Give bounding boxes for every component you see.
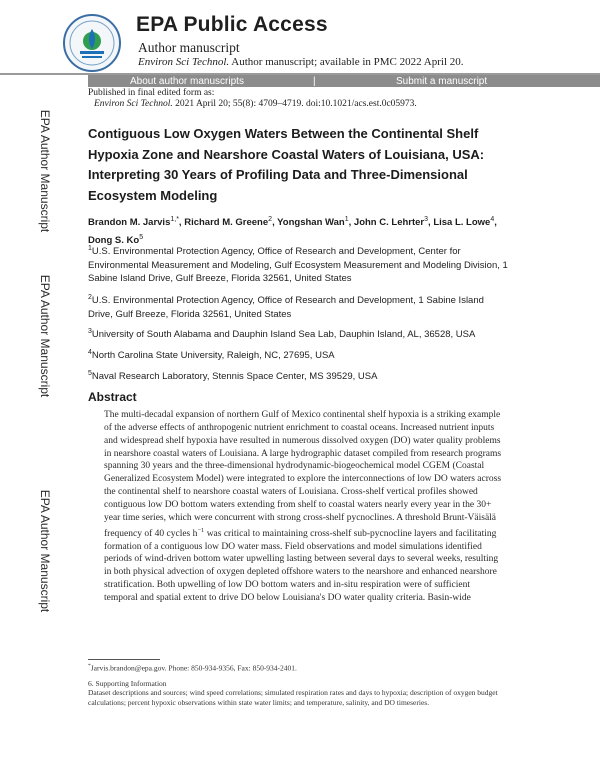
affiliation [88,242,508,286]
affiliation [88,291,508,321]
author-name: Yongshan Wan [277,217,345,229]
affiliation-text: North Carolina State University, Raleigh, NC, 27695, USA [91,350,335,362]
footnote-rule [88,659,160,660]
footnote-mark: * [88,663,91,669]
affiliation-text: U.S. Environmental Protection Agency, Office of Research and Development, 1 Sabine Island Drive, Gulf Breeze, Florida 32561, United States [88,295,484,320]
author-list: Brandon M. Jarvis$^{1,*}$, Richard M. Greene$^2$, Yongshan Wan$^1$, John C. Lehrter$^3$, Lisa L. Lowe$^4$, Dong S. Ko$^5$ [88,216,497,247]
side-watermark: EPA Author Manuscript [38,489,52,613]
author-name: Lisa L. Lowe [433,217,491,229]
article-title: Contiguous Low Oxygen Waters Between the Continental Shelf Hypoxia Zone and Nearshore Coastal Waters of Louisiana, USA: Interpreting 30 Years of Profiling Data and Three-Dimensional Ecosystem Modeling [88,126,485,203]
about-author-manuscripts-link[interactable]: About author manuscripts [130,76,244,87]
side-watermark: EPA Author Manuscript [38,109,52,233]
abstract-superscript: −1 [197,526,205,534]
epa-logo [62,13,122,73]
affiliation [88,325,508,342]
header-journal: Environ Sci Technol. [138,56,230,68]
header-subtitle: Author manuscript [138,40,240,55]
header-citation [138,56,464,68]
author-name: Richard M. Greene [184,217,269,229]
affiliation [88,367,508,384]
affiliation-text: University of South Alabama and Dauphin Island Sea Lab, Dauphin Island, AL, 36528, USA [91,329,476,341]
affiliation-number: 1 [88,245,92,252]
affiliation-number: 2 [88,294,92,301]
corresponding-author-contact: Jarvis.brandon@epa.gov. Phone: 850-934-9356, Fax: 850-934-2401. [90,663,297,673]
affiliation-text: Naval Research Laboratory, Stennis Space Center, MS 39529, USA [91,371,378,383]
published-journal: Environ Sci Technol. [94,99,173,109]
abstract-text: was critical to maintaining cross-shelf sub-pycnocline layers and facilitating formation of a contiguous low DO water mass. Field observations and model simulations identified periods of wind-driven bottom water upwelling lasting between several days to several weeks, resulting in both physical advection of oxygen depleted offshore waters to the nearshore and enhanced nearshore stratification. Both upwelling of low DO bottom waters and in-situ respiration were of sufficient temporal and spatial extent to drive DO below Louisiana's DO water quality criteria. Basin-wide [104,528,499,603]
side-watermark: EPA Author Manuscript [38,274,52,398]
published-details: 2021 April 20; 55(8): 4709–4719. doi:10.1021/acs.est.0c05973. [172,99,417,109]
supporting-info-text: Dataset descriptions and sources; wind speed correlations; simulated respiration rates and days to hypoxia; description of oxygen budget calculations; percent hypoxic observations within state water limits; and temperature, salinity, and DO timeseries. [88,688,498,707]
author-affiliation-mark: 1 [344,216,349,223]
affiliation-number: 5 [88,370,92,377]
abstract-body [104,409,506,605]
author-affiliation-mark: 1,* [170,216,179,223]
author-affiliation-mark: 3 [424,216,429,223]
affiliation-number: 3 [88,328,92,335]
author-affiliation-mark: 2 [268,216,273,223]
corresponding-author-footnote [88,663,297,673]
header-title: EPA Public Access [136,13,328,36]
submit-manuscript-link[interactable]: Submit a manuscript [396,76,488,87]
supporting-info-heading: 6. Supporting Information [88,679,167,688]
published-citation [94,99,417,109]
abstract-text: The multi-decadal expansion of northern Gulf of Mexico continental shelf hypoxia is a striking example of the adverse effects of anthropogenic nutrient enrichment to coastal oceans. Increased nutrient inputs and widespread shelf hypoxia have resulted in numerous dissolved oxygen (DO) water quality problems in nearshore coastal waters of Louisiana. A large hydrographic dataset compiled from research programs spanning 30 years and the three-dimensional hydrodynamic-biogeochemical model CGEM (Coastal Generalized Ecosystem Model) were integrated to explore the interconnections of low DO waters across the continental shelf to nearshore coastal waters of Louisiana. Cross-shelf vertical profiles showed contiguous low DO bottom waters extending from shelf to coastal waters nearly every year in the 30+ year time series, which were concurrent with strong cross-shelf pycnoclines. A threshold Brunt-Väisälä frequency of 40 cycles h [104,410,502,539]
author-affiliation-mark: 5 [139,234,144,242]
author-name: Dong S. Ko [88,235,140,247]
header-availability: Author manuscript; available in PMC 2022 April 20. [229,56,464,68]
author-affiliation-mark: 4 [490,216,495,223]
author-name: Brandon M. Jarvis [88,217,171,229]
published-label: Published in final edited form as: [88,88,215,98]
abstract-heading: Abstract [88,390,137,404]
nav-separator: | [313,76,316,87]
affiliation-number: 4 [88,349,92,356]
affiliation [88,346,508,363]
author-name: John C. Lehrter [353,217,425,229]
affiliation-text: U.S. Environmental Protection Agency, Office of Research and Development, Center for Environmental Measurement and Modeling, Gulf Ecosystem Measurement and Modeling Division, 1 Sabine Island Drive, Gulf Breeze, Florida 32561, United States [88,246,508,285]
